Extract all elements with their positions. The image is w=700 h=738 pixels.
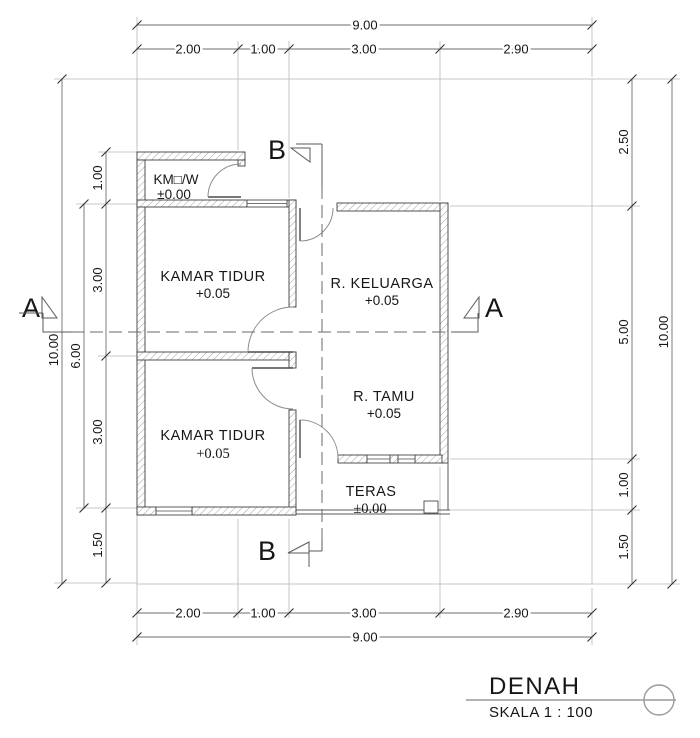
dim-bottom-seg-2: 1.00 <box>250 605 276 621</box>
room-bedroom2-label: KAMAR TIDUR <box>160 428 266 444</box>
section-b-top-label: B <box>267 135 287 165</box>
doors <box>208 164 338 458</box>
dim-left-intermediate: 6.00 <box>68 343 83 369</box>
dim-top-seg-4: 2.90 <box>503 41 529 57</box>
door-bedroom2 <box>252 368 293 409</box>
dim-top-seg-2: 1.00 <box>250 41 276 57</box>
dim-right-seg-2: 5.00 <box>616 319 631 345</box>
dim-top-seg-1: 2.00 <box>175 41 201 57</box>
dimension-chain-top <box>133 18 597 57</box>
door-tamu <box>300 420 338 458</box>
door-km <box>208 164 241 197</box>
room-bedroom1-label: KAMAR TIDUR <box>160 269 266 285</box>
dim-right-seg-4: 1.50 <box>616 534 631 560</box>
dim-left-overall: 10.00 <box>46 333 61 367</box>
dim-top-overall: 9.00 <box>352 17 378 33</box>
room-keluarga-label: R. KELUARGA <box>330 276 434 292</box>
section-marker-b-top <box>268 135 322 186</box>
door-bedroom1 <box>248 307 293 352</box>
section-marker-a-left <box>19 293 71 332</box>
section-a-right-label: A <box>484 293 504 323</box>
room-teras-label: TERAS <box>345 484 397 500</box>
section-line-a <box>19 293 503 332</box>
dim-left-seg-2: 3.00 <box>90 267 105 293</box>
dim-right-seg-1: 2.50 <box>616 129 631 155</box>
door-keluarga <box>300 208 333 241</box>
dim-left-seg-3: 3.00 <box>90 419 105 445</box>
drawing-title: DENAH <box>489 673 581 700</box>
section-marker-b-bottom <box>258 536 322 567</box>
dim-left-seg-1: 1.00 <box>90 165 105 191</box>
dim-left-seg-4: 1.50 <box>90 532 105 558</box>
dim-right-overall: 10.00 <box>656 315 671 349</box>
dim-top-seg-3: 3.00 <box>351 41 377 57</box>
dimension-chain-bottom <box>133 606 597 645</box>
room-km-label: KM□/W <box>153 172 199 187</box>
extension-lines <box>54 17 680 645</box>
dim-bottom-seg-3: 3.00 <box>351 605 377 621</box>
section-b-bottom-label: B <box>257 536 277 566</box>
teras-column <box>424 501 438 513</box>
room-teras-elevation: ±0.00 <box>353 501 387 517</box>
dim-bottom-seg-4: 2.90 <box>503 605 529 621</box>
room-bedroom1-elevation: +0.05 <box>195 286 231 301</box>
room-tamu-label: R. TAMU <box>353 389 415 405</box>
room-bedroom2-elevation: +0.05 <box>196 446 230 462</box>
dim-bottom-overall: 9.00 <box>352 629 378 645</box>
title-block <box>466 673 676 721</box>
dim-right-seg-3: 1.00 <box>616 472 631 498</box>
section-a-left-label: A <box>21 293 41 323</box>
section-marker-a-right <box>452 293 503 332</box>
room-km-elevation: ±0.00 <box>157 187 191 202</box>
drawing-scale: SKALA 1 : 100 <box>489 704 594 721</box>
room-keluarga-elevation: +0.05 <box>364 293 400 308</box>
room-tamu-elevation: +0.05 <box>366 406 402 421</box>
dimension-chain-right <box>616 75 677 589</box>
dim-bottom-seg-1: 2.00 <box>175 605 201 621</box>
